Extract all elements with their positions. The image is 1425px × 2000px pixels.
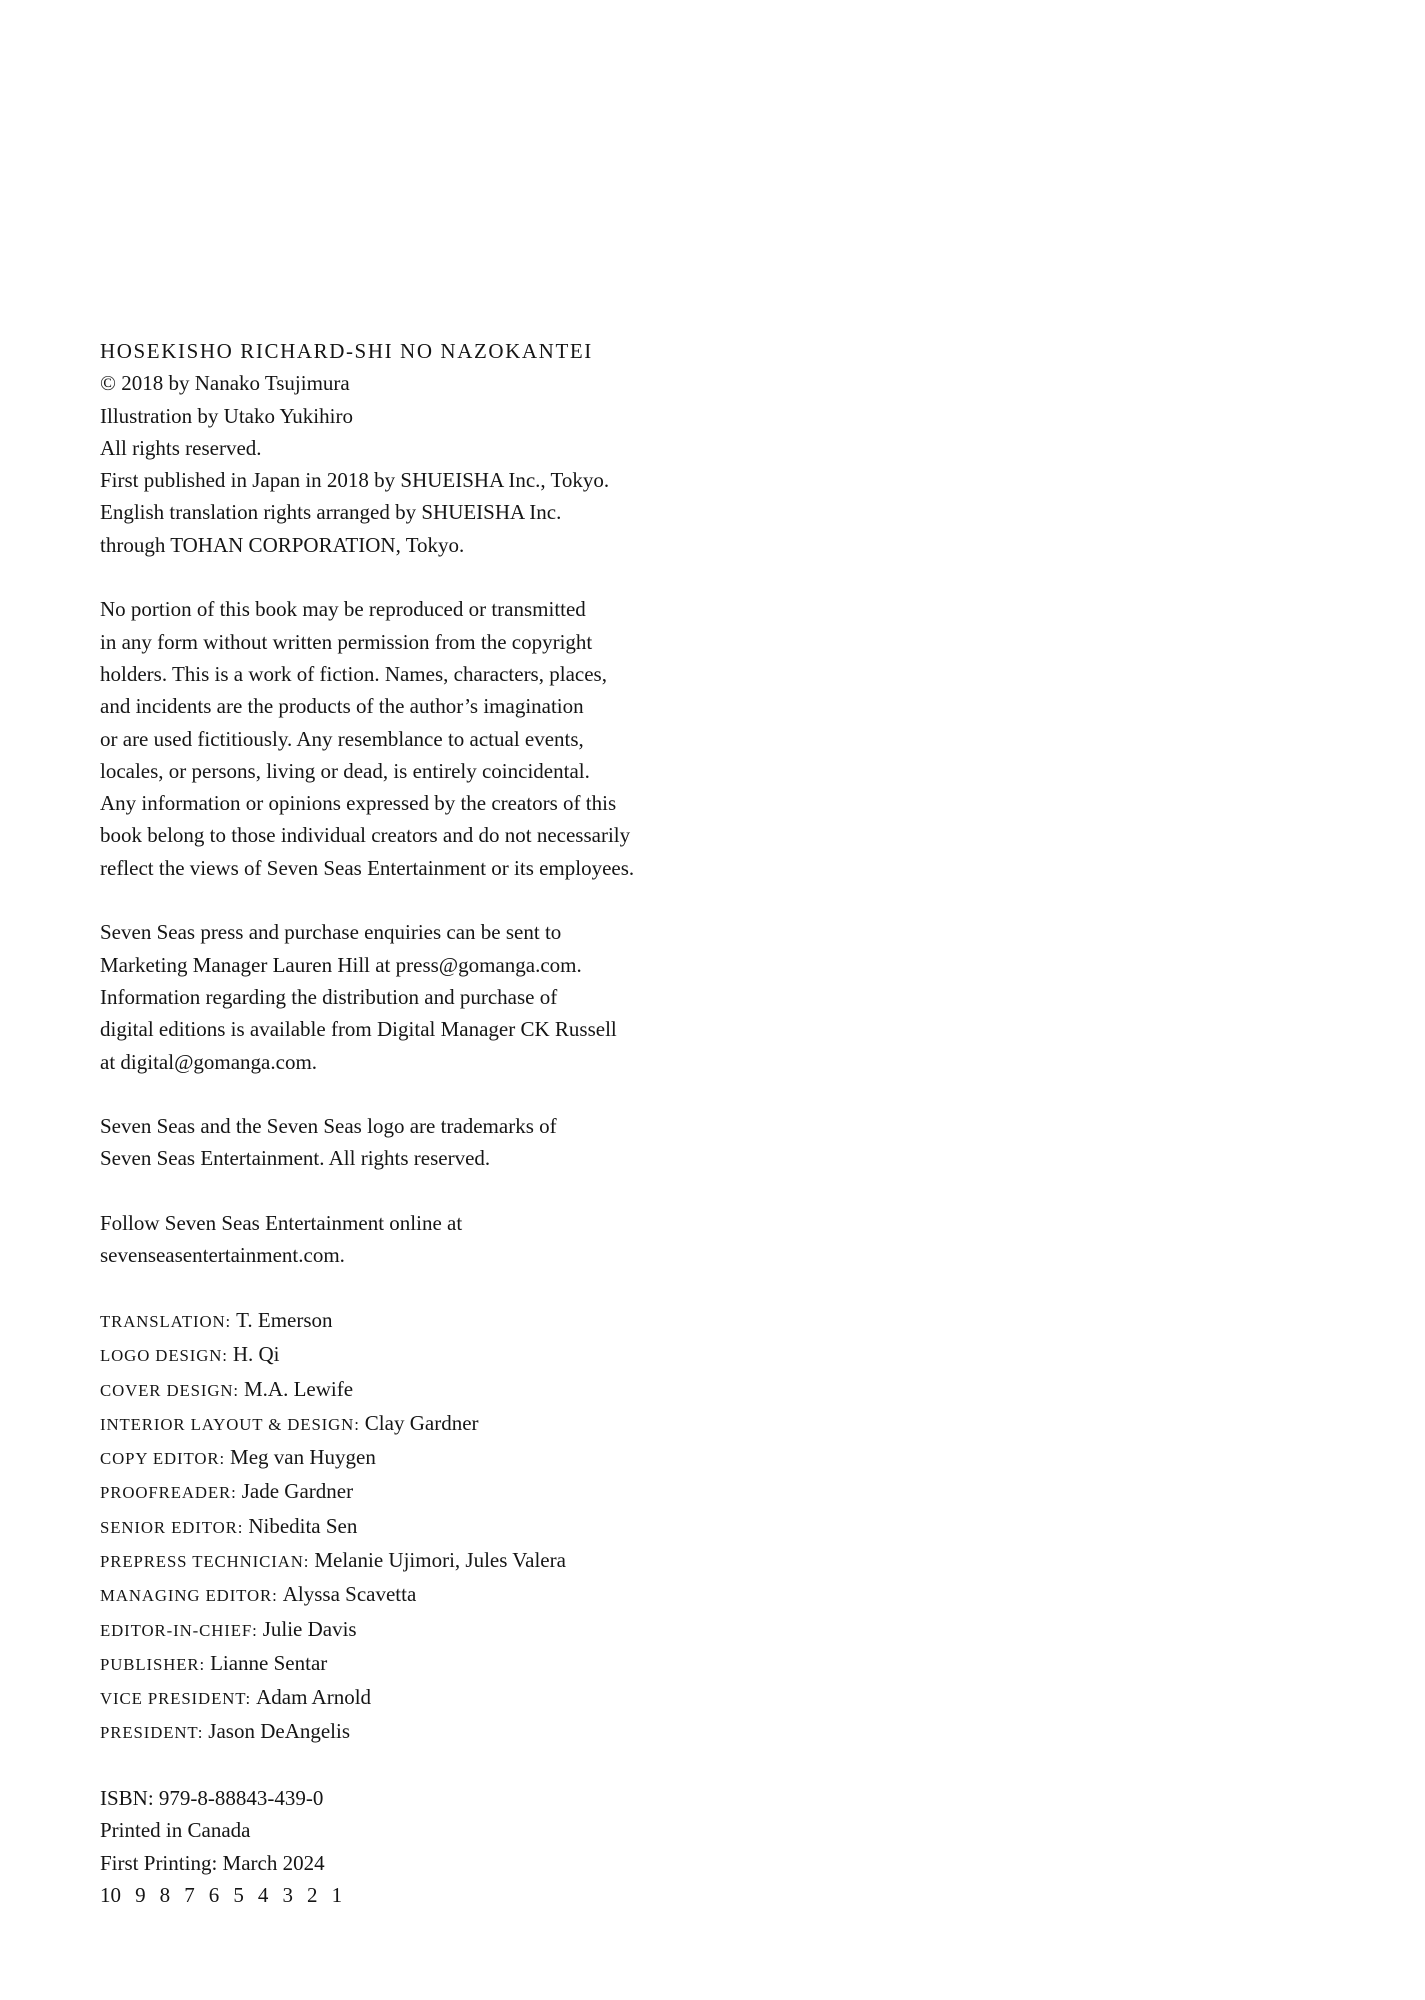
- credit-name: Meg van Huygen: [230, 1445, 376, 1470]
- credit-name: M.A. Lewife: [244, 1376, 354, 1401]
- credit-name: Nibedita Sen: [248, 1513, 358, 1538]
- disclaimer-line: book belong to those individual creators and do not necessarily: [100, 823, 631, 848]
- illustration-credit-line: Illustration by Utako Yukihiro: [100, 403, 353, 428]
- credit-name: Clay Gardner: [364, 1410, 479, 1435]
- trademark-line: Seven Seas Entertainment. All rights reserved.: [100, 1146, 491, 1171]
- tohan-line: through TOHAN CORPORATION, Tokyo.: [100, 532, 465, 557]
- credit-role-label: INTERIOR LAYOUT & DESIGN:: [100, 1414, 360, 1434]
- credit-row: [100, 1338, 820, 1372]
- credit-role-label: PROOFREADER:: [100, 1483, 237, 1503]
- credit-row: [100, 1613, 820, 1647]
- credit-name: T. Emerson: [236, 1307, 333, 1332]
- credit-row: [100, 1544, 820, 1578]
- credit-row: [100, 1304, 820, 1338]
- printing-info: [100, 1782, 820, 1911]
- credit-name: Adam Arnold: [256, 1685, 372, 1710]
- follow-line-website: sevenseasentertainment.com.: [100, 1243, 345, 1268]
- credit-row: [100, 1578, 820, 1612]
- copyright-line: © 2018 by Nanako Tsujimura: [100, 371, 350, 396]
- disclaimer-line: holders. This is a work of fiction. Names, characters, places,: [100, 661, 607, 686]
- contact-paragraph: [100, 916, 820, 1077]
- disclaimer-line: No portion of this book may be reproduced or transmitted: [100, 597, 586, 622]
- publication-info: [100, 335, 820, 561]
- credit-role-label: EDITOR-IN-CHIEF:: [100, 1620, 258, 1640]
- translation-rights-line: English translation rights arranged by SHUEISHA Inc.: [100, 500, 562, 525]
- credit-row: [100, 1407, 820, 1441]
- credit-role-label: PUBLISHER:: [100, 1654, 206, 1674]
- credit-role-label: TRANSLATION:: [100, 1311, 232, 1331]
- contact-line: Information regarding the distribution and purchase of: [100, 984, 558, 1009]
- credit-row: [100, 1475, 820, 1509]
- rights-reserved-line: All rights reserved.: [100, 435, 262, 460]
- credit-name: Melanie Ujimori, Jules Valera: [314, 1547, 566, 1572]
- credit-role-label: PREPRESS TECHNICIAN:: [100, 1551, 310, 1571]
- credit-role-label: VICE PRESIDENT:: [100, 1689, 252, 1709]
- credit-role-label: COVER DESIGN:: [100, 1380, 239, 1400]
- contact-line: digital editions is available from Digital Manager CK Russell: [100, 1017, 617, 1042]
- credit-name: Lianne Sentar: [210, 1650, 328, 1675]
- credit-row: [100, 1373, 820, 1407]
- contact-line-digital-email: at digital@gomanga.com.: [100, 1049, 318, 1074]
- disclaimer-line: and incidents are the products of the author’s imagination: [100, 694, 584, 719]
- disclaimer-line: in any form without written permission from the copyright: [100, 629, 593, 654]
- credit-name: Jason DeAngelis: [208, 1719, 351, 1744]
- credit-row: [100, 1510, 820, 1544]
- printed-in-line: Printed in Canada: [100, 1818, 251, 1843]
- first-published-line: First published in Japan in 2018 by SHUEISHA Inc., Tokyo.: [100, 468, 610, 493]
- credit-name: Alyssa Scavetta: [282, 1582, 417, 1607]
- disclaimer-line: locales, or persons, living or dead, is entirely coincidental.: [100, 758, 590, 783]
- print-run-numbers: 10 9 8 7 6 5 4 3 2 1: [100, 1882, 343, 1907]
- credit-name: H. Qi: [232, 1342, 280, 1367]
- credit-row: [100, 1441, 820, 1475]
- credit-name: Jade Gardner: [241, 1479, 354, 1504]
- credit-row: [100, 1715, 820, 1749]
- credit-role-label: COPY EDITOR:: [100, 1449, 226, 1469]
- first-printing-line: First Printing: March 2024: [100, 1850, 325, 1875]
- credit-role-label: SENIOR EDITOR:: [100, 1517, 244, 1537]
- credit-row: [100, 1647, 820, 1681]
- follow-line: Follow Seven Seas Entertainment online at: [100, 1211, 463, 1236]
- credits-list: [100, 1304, 820, 1750]
- disclaimer-line: or are used fictitiously. Any resemblance to actual events,: [100, 726, 584, 751]
- trademark-paragraph: [100, 1110, 820, 1175]
- isbn-line: ISBN: 979-8-88843-439-0: [100, 1786, 324, 1811]
- contact-line-press-email: Marketing Manager Lauren Hill at press@gomanga.com.: [100, 952, 582, 977]
- credit-name: Julie Davis: [262, 1616, 357, 1641]
- original-title-line: HOSEKISHO RICHARD-SHI NO NAZOKANTEI: [100, 339, 593, 363]
- disclaimer-paragraph: [100, 593, 820, 884]
- disclaimer-line: Any information or opinions expressed by the creators of this: [100, 791, 617, 816]
- disclaimer-line: reflect the views of Seven Seas Entertainment or its employees.: [100, 855, 635, 880]
- credit-role-label: MANAGING EDITOR:: [100, 1586, 278, 1606]
- contact-line: Seven Seas press and purchase enquiries can be sent to: [100, 920, 562, 945]
- copyright-text-block: [100, 335, 820, 1911]
- credit-role-label: LOGO DESIGN:: [100, 1346, 228, 1366]
- credit-role-label: PRESIDENT:: [100, 1723, 204, 1743]
- follow-paragraph: [100, 1207, 820, 1272]
- credit-row: [100, 1681, 820, 1715]
- trademark-line: Seven Seas and the Seven Seas logo are trademarks of: [100, 1114, 557, 1139]
